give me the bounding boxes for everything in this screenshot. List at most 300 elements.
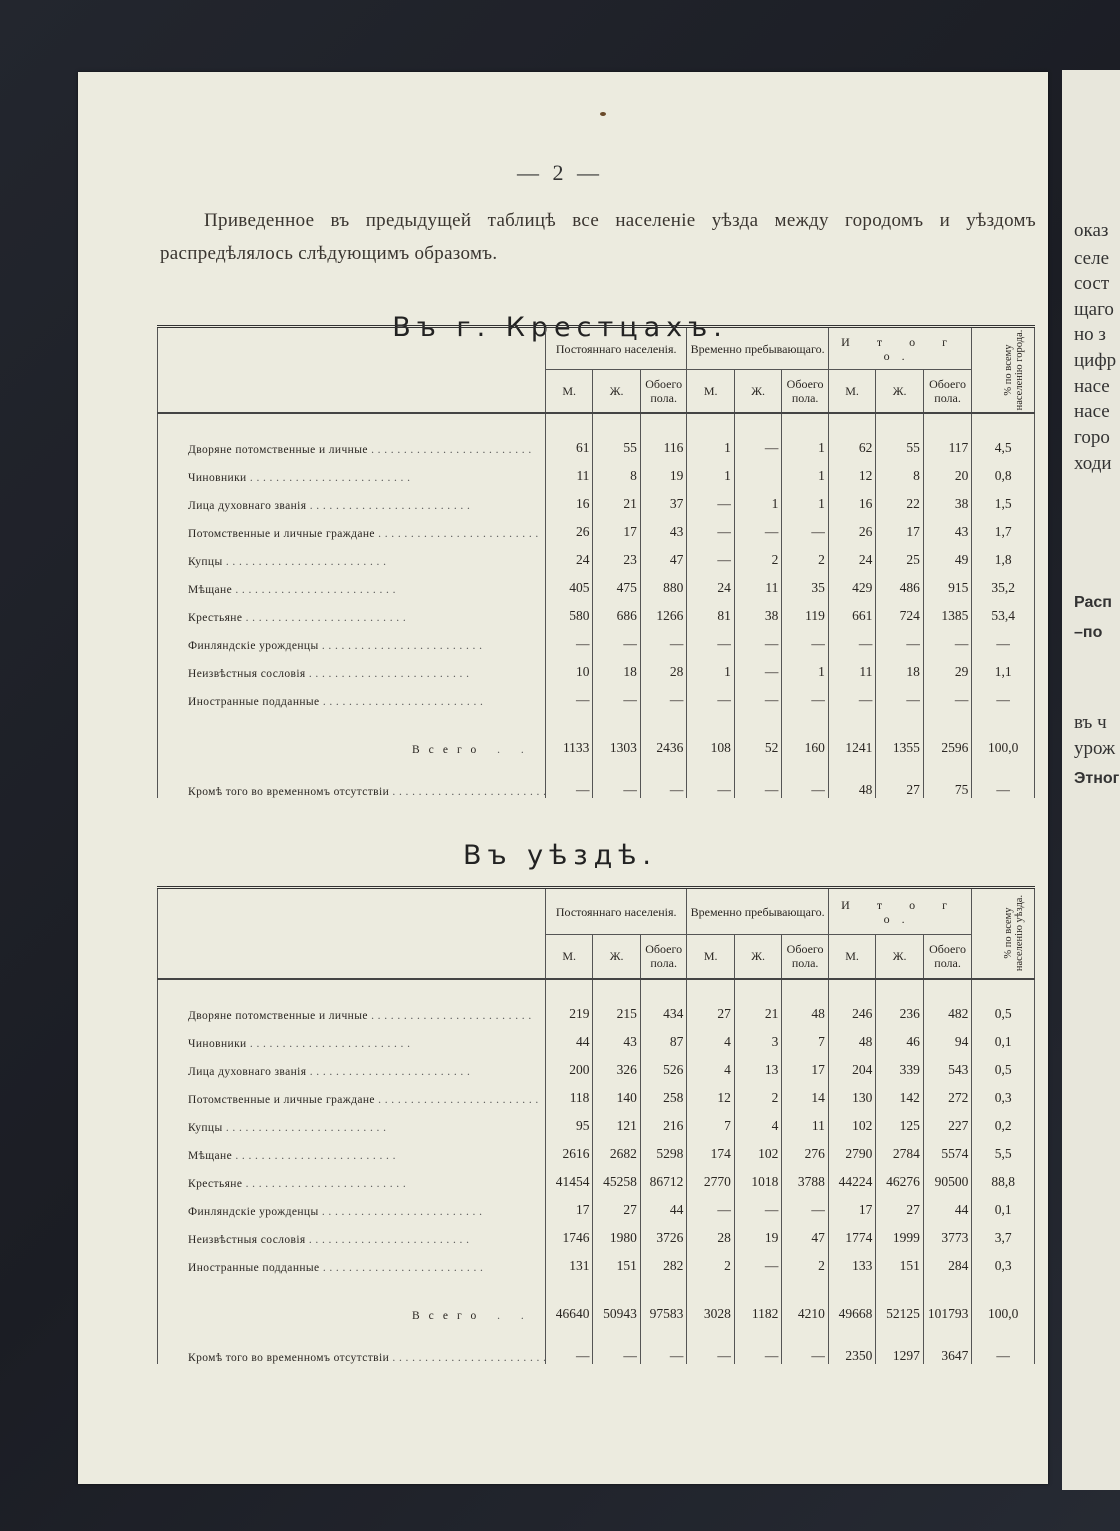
empty-cell	[687, 756, 734, 770]
percent-cell: 0,3	[972, 1246, 1035, 1274]
value-cell: 2	[734, 540, 781, 568]
value-cell: 3	[734, 1022, 781, 1050]
both-header: Обоего пола.	[923, 935, 972, 979]
value-cell: 21	[734, 994, 781, 1022]
value-cell: —	[687, 540, 734, 568]
value-cell: 8	[876, 456, 923, 484]
value-cell: 2616	[545, 1134, 592, 1162]
value-cell: 1980	[593, 1218, 640, 1246]
value-cell: 7	[687, 1106, 734, 1134]
value-cell: 90500	[923, 1162, 972, 1190]
male-header: М.	[545, 370, 592, 413]
spacer-row	[158, 1322, 1035, 1336]
male-header: М.	[687, 935, 734, 979]
empty-cell	[972, 756, 1035, 770]
value-cell: 61	[545, 428, 592, 456]
empty-cell	[158, 413, 546, 428]
value-cell: 101793	[923, 1288, 972, 1322]
male-header: М.	[687, 370, 734, 413]
empty-cell	[923, 1274, 972, 1288]
empty-cell	[687, 979, 734, 994]
value-cell: 204	[828, 1050, 875, 1078]
percent-cell: 0,5	[972, 1050, 1035, 1078]
both-header: Обоего пола.	[923, 370, 972, 413]
percent-cell: —	[972, 624, 1035, 652]
value-cell: —	[640, 680, 686, 708]
empty-cell	[972, 1274, 1035, 1288]
female-header: Ж.	[876, 370, 923, 413]
intro-paragraph: Приведенное въ предыдущей таблицѣ все населеніе уѣзда между городомъ и уѣздомъ распредѣлялось слѣдующимъ образомъ.	[160, 210, 1036, 264]
value-cell: —	[782, 770, 828, 798]
value-cell: 41454	[545, 1162, 592, 1190]
empty-cell	[593, 413, 640, 428]
value-cell: 11	[782, 1106, 828, 1134]
value-cell: 200	[545, 1050, 592, 1078]
value-cell: 326	[593, 1050, 640, 1078]
total-row	[158, 1288, 1035, 1322]
value-cell: 215	[593, 994, 640, 1022]
both-header: Обоего пола.	[640, 370, 686, 413]
adjacent-page-text: насе	[1074, 376, 1110, 397]
value-cell: 2	[782, 540, 828, 568]
value-cell: 7	[782, 1022, 828, 1050]
value-cell: 2	[782, 1246, 828, 1274]
table-row	[158, 512, 1035, 540]
page-number: — 2 —	[517, 160, 603, 185]
value-cell: 272	[923, 1078, 972, 1106]
table-row	[158, 994, 1035, 1022]
empty-cell	[158, 1274, 546, 1288]
value-cell: 37	[640, 484, 686, 512]
empty-cell	[782, 979, 828, 994]
empty-cell	[828, 413, 875, 428]
empty-cell	[876, 708, 923, 722]
percent-cell: 53,4	[972, 596, 1035, 624]
value-cell: 284	[923, 1246, 972, 1274]
adjacent-page-text: горо	[1074, 427, 1110, 448]
value-cell: —	[782, 624, 828, 652]
value-cell: 1	[734, 484, 781, 512]
value-cell: 55	[593, 428, 640, 456]
value-cell: —	[687, 680, 734, 708]
empty-cell	[923, 1322, 972, 1336]
adjacent-page-text: щаго	[1074, 299, 1114, 320]
value-cell: 2682	[593, 1134, 640, 1162]
empty-cell	[687, 708, 734, 722]
value-cell: 13	[734, 1050, 781, 1078]
empty-cell	[593, 756, 640, 770]
percent-cell: 1,7	[972, 512, 1035, 540]
value-cell: 27	[876, 770, 923, 798]
district-section-title: Въ уѣздѣ.	[462, 840, 658, 871]
empty-cell	[593, 708, 640, 722]
value-cell: —	[734, 1246, 781, 1274]
value-cell: 1385	[923, 596, 972, 624]
value-cell: 28	[640, 652, 686, 680]
value-cell: —	[593, 680, 640, 708]
empty-cell	[545, 413, 592, 428]
value-cell: 24	[828, 540, 875, 568]
percent-cell: 88,8	[972, 1162, 1035, 1190]
percent-cell: 0,8	[972, 456, 1035, 484]
value-cell: —	[782, 512, 828, 540]
value-cell: 258	[640, 1078, 686, 1106]
total-header: И т о г о.	[828, 327, 971, 370]
table-row	[158, 484, 1035, 512]
value-cell: 28	[687, 1218, 734, 1246]
value-cell: 48	[828, 1022, 875, 1050]
empty-cell	[972, 708, 1035, 722]
value-cell: 3788	[782, 1162, 828, 1190]
adjacent-page-text: –по	[1074, 624, 1103, 641]
row-label: Иностранные подданные . . .	[158, 680, 546, 708]
row-label: Всего . . .	[158, 722, 546, 756]
row-label: Лица духовнаго званія . . .	[158, 484, 546, 512]
value-cell: 5574	[923, 1134, 972, 1162]
adjacent-page-text: селе	[1074, 248, 1110, 269]
value-cell: 38	[734, 596, 781, 624]
value-cell: 75	[923, 770, 972, 798]
empty-cell	[734, 756, 781, 770]
value-cell: 1133	[545, 722, 592, 756]
value-cell: —	[734, 652, 781, 680]
spacer-row	[158, 413, 1035, 428]
table-row	[158, 1106, 1035, 1134]
value-cell: 26	[545, 512, 592, 540]
empty-cell	[158, 708, 546, 722]
adjacent-page-text: въ ч	[1074, 712, 1107, 733]
empty-cell	[687, 1322, 734, 1336]
empty-cell	[876, 1322, 923, 1336]
absent-row	[158, 770, 1035, 798]
table-row	[158, 652, 1035, 680]
table-row	[158, 1022, 1035, 1050]
value-cell: —	[734, 770, 781, 798]
value-cell: —	[545, 1336, 592, 1364]
both-header: Обоего пола.	[782, 370, 828, 413]
value-cell: 38	[923, 484, 972, 512]
row-label: Неизвѣстныя сословія . . .	[158, 1218, 546, 1246]
value-cell: 216	[640, 1106, 686, 1134]
value-cell: 543	[923, 1050, 972, 1078]
value-cell: —	[545, 680, 592, 708]
table-row	[158, 1246, 1035, 1274]
value-cell: 1774	[828, 1218, 875, 1246]
value-cell: 2	[687, 1246, 734, 1274]
value-cell: 1	[782, 652, 828, 680]
value-cell: —	[782, 1336, 828, 1364]
value-cell: 48	[828, 770, 875, 798]
empty-cell	[876, 979, 923, 994]
value-cell: 27	[876, 1190, 923, 1218]
value-cell: —	[640, 624, 686, 652]
empty-cell	[158, 979, 546, 994]
label-column-header	[158, 327, 546, 413]
value-cell: 2596	[923, 722, 972, 756]
value-cell: 49	[923, 540, 972, 568]
value-cell: 2350	[828, 1336, 875, 1364]
empty-cell	[828, 1322, 875, 1336]
value-cell: —	[876, 624, 923, 652]
value-cell: 475	[593, 568, 640, 596]
value-cell: —	[593, 1336, 640, 1364]
value-cell: 3726	[640, 1218, 686, 1246]
value-cell: 429	[828, 568, 875, 596]
value-cell: 45258	[593, 1162, 640, 1190]
value-cell: 102	[828, 1106, 875, 1134]
empty-cell	[876, 756, 923, 770]
value-cell: 86712	[640, 1162, 686, 1190]
value-cell: 18	[593, 652, 640, 680]
adjacent-page-text: цифр	[1074, 350, 1117, 371]
empty-cell	[782, 1322, 828, 1336]
table-row	[158, 1078, 1035, 1106]
value-cell: 44	[640, 1190, 686, 1218]
table-row	[158, 428, 1035, 456]
value-cell: 52	[734, 722, 781, 756]
value-cell: 43	[640, 512, 686, 540]
value-cell: 19	[640, 456, 686, 484]
value-cell: 11	[828, 652, 875, 680]
value-cell: —	[545, 770, 592, 798]
empty-cell	[923, 979, 972, 994]
empty-cell	[640, 1274, 686, 1288]
value-cell: 1	[782, 428, 828, 456]
table-row	[158, 456, 1035, 484]
ink-spot	[600, 112, 606, 116]
value-cell: —	[828, 680, 875, 708]
adjacent-page-text: но з	[1074, 324, 1106, 345]
table-row	[158, 1190, 1035, 1218]
value-cell: 1746	[545, 1218, 592, 1246]
empty-cell	[640, 756, 686, 770]
value-cell: —	[923, 680, 972, 708]
value-cell: 125	[876, 1106, 923, 1134]
empty-cell	[876, 1274, 923, 1288]
permanent-header: Постояннаго населенія.	[545, 888, 686, 935]
adjacent-page-text: Расп	[1074, 594, 1112, 611]
value-cell: 4210	[782, 1288, 828, 1322]
row-label: Мѣщане . . .	[158, 1134, 546, 1162]
value-cell: 140	[593, 1078, 640, 1106]
table-row	[158, 596, 1035, 624]
value-cell: 1	[782, 456, 828, 484]
value-cell: 1355	[876, 722, 923, 756]
empty-cell	[545, 708, 592, 722]
table-row	[158, 1134, 1035, 1162]
empty-cell	[158, 756, 546, 770]
empty-cell	[640, 413, 686, 428]
value-cell: 151	[876, 1246, 923, 1274]
empty-cell	[734, 1274, 781, 1288]
value-cell: —	[640, 770, 686, 798]
value-cell: 142	[876, 1078, 923, 1106]
value-cell: 2784	[876, 1134, 923, 1162]
value-cell: 108	[687, 722, 734, 756]
value-cell: —	[734, 680, 781, 708]
empty-cell	[923, 708, 972, 722]
value-cell: 724	[876, 596, 923, 624]
value-cell: 2	[734, 1078, 781, 1106]
value-cell: 87	[640, 1022, 686, 1050]
value-cell: —	[734, 512, 781, 540]
percent-cell: 0,5	[972, 994, 1035, 1022]
value-cell: 95	[545, 1106, 592, 1134]
empty-cell	[782, 413, 828, 428]
value-cell: —	[593, 624, 640, 652]
percent-cell: 0,2	[972, 1106, 1035, 1134]
empty-cell	[593, 1322, 640, 1336]
empty-cell	[545, 1274, 592, 1288]
row-label: Иностранные подданные . . .	[158, 1246, 546, 1274]
value-cell: 46640	[545, 1288, 592, 1322]
table-row	[158, 1218, 1035, 1246]
value-cell: 27	[593, 1190, 640, 1218]
row-label: Крестьяне . . .	[158, 1162, 546, 1190]
empty-cell	[828, 756, 875, 770]
table-row	[158, 568, 1035, 596]
value-cell: 2770	[687, 1162, 734, 1190]
value-cell: 246	[828, 994, 875, 1022]
value-cell: 21	[593, 484, 640, 512]
empty-cell	[734, 1322, 781, 1336]
value-cell: 46	[876, 1022, 923, 1050]
value-cell: 17	[828, 1190, 875, 1218]
value-cell: 661	[828, 596, 875, 624]
value-cell: 94	[923, 1022, 972, 1050]
value-cell: 1303	[593, 722, 640, 756]
value-cell: —	[782, 1190, 828, 1218]
value-cell: 11	[545, 456, 592, 484]
value-cell: 102	[734, 1134, 781, 1162]
value-cell: 2436	[640, 722, 686, 756]
female-header: Ж.	[876, 935, 923, 979]
value-cell: 16	[545, 484, 592, 512]
empty-cell	[545, 756, 592, 770]
row-label: Дворяне потомственные и личные . . .	[158, 994, 546, 1022]
value-cell: 25	[876, 540, 923, 568]
value-cell: 1241	[828, 722, 875, 756]
table-header-row	[158, 327, 1035, 370]
value-cell: 116	[640, 428, 686, 456]
value-cell: 4	[687, 1050, 734, 1078]
absent-row	[158, 1336, 1035, 1364]
adjacent-page-text: ходи	[1074, 453, 1112, 474]
value-cell: 26	[828, 512, 875, 540]
table-row	[158, 624, 1035, 652]
value-cell: —	[687, 512, 734, 540]
empty-cell	[593, 1274, 640, 1288]
table-header-row	[158, 888, 1035, 935]
row-label: Мѣщане . . .	[158, 568, 546, 596]
empty-cell	[828, 708, 875, 722]
empty-cell	[687, 1274, 734, 1288]
value-cell: 17	[593, 512, 640, 540]
value-cell: —	[734, 624, 781, 652]
temporary-header: Временно пребывающаго.	[687, 327, 828, 370]
percent-cell: 100,0	[972, 722, 1035, 756]
percent-cell: 0,1	[972, 1190, 1035, 1218]
male-header: М.	[828, 935, 875, 979]
value-cell: 49668	[828, 1288, 875, 1322]
percent-cell: 1,8	[972, 540, 1035, 568]
empty-cell	[593, 979, 640, 994]
value-cell: 44224	[828, 1162, 875, 1190]
value-cell: —	[640, 1336, 686, 1364]
value-cell: 276	[782, 1134, 828, 1162]
value-cell: 117	[923, 428, 972, 456]
adjacent-page-text: урож	[1074, 738, 1116, 759]
empty-cell	[640, 1322, 686, 1336]
value-cell: 44	[545, 1022, 592, 1050]
row-label: Всего . . .	[158, 1288, 546, 1322]
value-cell: —	[734, 428, 781, 456]
percent-cell: 5,5	[972, 1134, 1035, 1162]
value-cell: 48	[782, 994, 828, 1022]
value-cell: —	[923, 624, 972, 652]
value-cell: 17	[782, 1050, 828, 1078]
value-cell: 27	[687, 994, 734, 1022]
value-cell: 482	[923, 994, 972, 1022]
empty-cell	[734, 413, 781, 428]
male-header: М.	[545, 935, 592, 979]
female-header: Ж.	[734, 935, 781, 979]
value-cell: —	[687, 624, 734, 652]
value-cell: —	[687, 1190, 734, 1218]
value-cell: 12	[828, 456, 875, 484]
empty-cell	[923, 413, 972, 428]
percent-cell: 4,5	[972, 428, 1035, 456]
value-cell: 174	[687, 1134, 734, 1162]
percent-cell: 3,7	[972, 1218, 1035, 1246]
empty-cell	[972, 413, 1035, 428]
percent-cell: —	[972, 1336, 1035, 1364]
value-cell: 282	[640, 1246, 686, 1274]
empty-cell	[828, 979, 875, 994]
adjacent-page-fragment	[1062, 70, 1120, 1490]
value-cell: 62	[828, 428, 875, 456]
row-label: Потомственные и личные граждане . . .	[158, 1078, 546, 1106]
both-header: Обоего пола.	[640, 935, 686, 979]
value-cell: —	[734, 1190, 781, 1218]
both-header: Обоего пола.	[782, 935, 828, 979]
value-cell: 24	[545, 540, 592, 568]
value-cell: 19	[734, 1218, 781, 1246]
value-cell: 1182	[734, 1288, 781, 1322]
empty-cell	[782, 708, 828, 722]
percent-cell: —	[972, 770, 1035, 798]
value-cell: 3773	[923, 1218, 972, 1246]
value-cell: 151	[593, 1246, 640, 1274]
value-cell: 236	[876, 994, 923, 1022]
value-cell: 11	[734, 568, 781, 596]
value-cell: 23	[593, 540, 640, 568]
empty-cell	[545, 979, 592, 994]
value-cell: 20	[923, 456, 972, 484]
value-cell: 434	[640, 994, 686, 1022]
empty-cell	[734, 979, 781, 994]
empty-cell	[923, 756, 972, 770]
empty-cell	[972, 979, 1035, 994]
value-cell: 46276	[876, 1162, 923, 1190]
value-cell: 35	[782, 568, 828, 596]
value-cell: 4	[734, 1106, 781, 1134]
value-cell: 131	[545, 1246, 592, 1274]
city-population-table	[157, 325, 1035, 798]
value-cell: 47	[782, 1218, 828, 1246]
adjacent-page-text: сост	[1074, 273, 1110, 294]
value-cell: 219	[545, 994, 592, 1022]
